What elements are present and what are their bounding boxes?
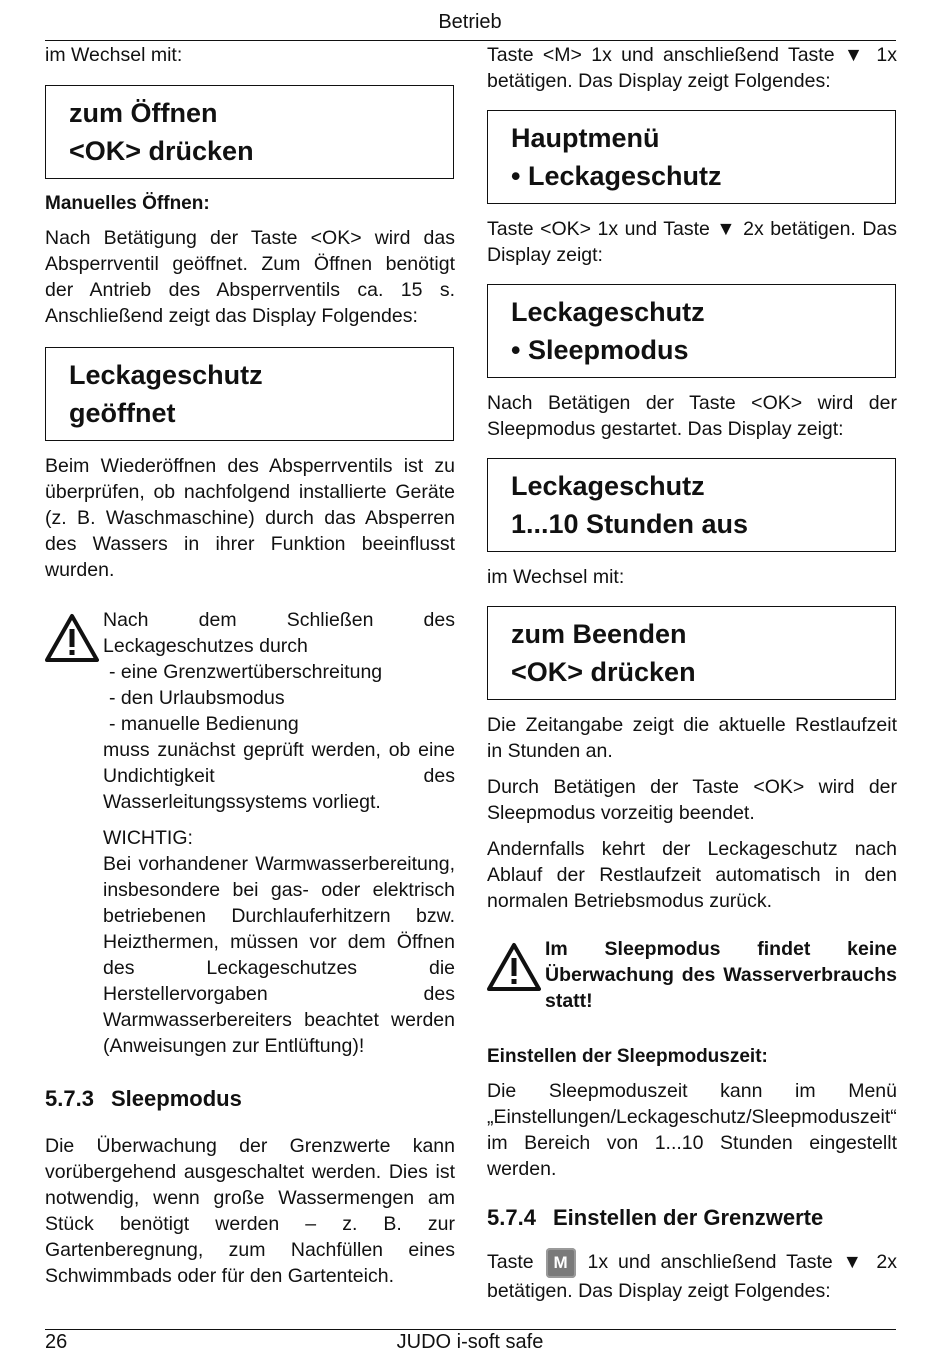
warning-list [103,659,455,737]
page-header: Betrieb [438,11,502,33]
footer-product: JUDO i-soft safe [396,1331,544,1353]
display-line: Leckageschutz [511,471,705,501]
section-title: Einstellen der Grenzwerte [553,1205,824,1230]
display-box [487,458,896,552]
section-title: Sleepmodus [111,1086,242,1111]
paragraph: Die Überwachung der Grenzwerte kann vorübergehend ausgeschaltet werden. Dies ist notwendig, wenn große Wassermengen am Stück benötigt werden – z. B. zur Gartenberegnung, zum Nachfüllen eines Schwimmbads oder für den Gartenteich. [45,1135,455,1287]
text-fragment: 1x und anschließend Taste ▼ 2x betätigen. Das Display zeigt Folgendes: [487,1251,898,1302]
display-line: zum Öffnen [69,98,218,128]
subheading: Manuelles Öffnen: [45,193,210,214]
list-item: - den Urlaubsmodus [109,687,285,709]
display-line: Leckageschutz [69,360,263,390]
section-number: 5.7.4 [487,1205,536,1230]
right-column [487,42,897,1304]
display-line: Leckageschutz [511,297,705,327]
display-line: <OK> drücken [69,136,254,166]
paragraph: Durch Betätigen der Taste <OK> wird der Sleepmodus vorzeitig beendet. [487,776,897,824]
display-line: 1...10 Stunden aus [511,509,749,539]
paragraph: Die Sleepmoduszeit kann im Menü „Einstellungen/Leckageschutz/Sleepmoduszeit“ im Bereich von 1...10 Stunden eingestellt werden. [487,1080,897,1180]
display-box [487,110,896,204]
paragraph: Nach Betätigen der Taste <OK> wird der Sleepmodus gestartet. Das Display zeigt: [487,392,897,440]
display-line: zum Beenden [511,619,687,649]
list-item: - manuelle Bedienung [109,713,299,735]
paragraph: Taste <M> 1x und anschließend Taste ▼ 1x betätigen. Das Display zeigt Folgendes: [487,44,897,92]
warning-text: Nach dem Schließen des Leckageschutzes durch [103,609,455,657]
display-line: <OK> drücken [511,657,696,687]
warning-block [487,936,897,1014]
header-rule [45,40,896,41]
section-heading [487,1204,897,1232]
display-line: • Sleepmodus [511,335,689,365]
subheading: Einstellen der Sleepmoduszeit: [487,1046,768,1067]
warning-icon [45,607,103,668]
m-key-icon: M [546,1248,576,1278]
warning-text: Im Sleepmodus findet keine Überwachung des Wasserverbrauchs statt! [545,938,897,1012]
display-box [487,606,896,700]
display-line: • Leckageschutz [511,161,722,191]
paragraph: Andernfalls kehrt der Leckageschutz nach Ablauf der Restlaufzeit automatisch in den normalen Betriebsmodus zurück. [487,838,897,912]
paragraph: im Wechsel mit: [487,566,625,588]
section-number: 5.7.3 [45,1086,94,1111]
paragraph: Die Zeitangabe zeigt die aktuelle Restlaufzeit in Stunden an. [487,714,897,762]
warning-icon [487,936,545,997]
text-fragment: Taste [487,1251,534,1274]
list-item: - eine Grenzwertüberschreitung [109,661,383,683]
display-line: geöffnet [69,398,176,428]
display-box [487,284,896,378]
left-column [45,42,455,1289]
warning-text: muss zunächst geprüft werden, ob eine Undichtigkeit des Wasserleitungssystems vorliegt. [103,739,455,813]
paragraph: Nach Betätigung der Taste <OK> wird das Absperrventil geöffnet. Zum Öffnen benötigt der Antrieb des Absperrventils ca. 15 s. Anschließend zeigt das Display Folgendes: [45,227,455,327]
paragraph [487,1248,897,1304]
paragraph: Taste <OK> 1x und Taste ▼ 2x betätigen. Das Display zeigt: [487,218,897,266]
display-box [45,347,454,441]
display-box [45,85,454,179]
display-line: Hauptmenü [511,123,660,153]
paragraph: im Wechsel mit: [45,44,183,66]
section-heading [45,1085,455,1113]
paragraph: Beim Wiederöffnen des Absperrventils ist zu überprüfen, ob nachfolgend installierte Geräte (z. B. Waschmaschine) durch das Absperren des Wassers in ihrer Funktion beeinflusst wurden. [45,455,455,581]
page-number: 26 [45,1331,68,1353]
warning-block [45,607,455,1059]
important-label: WICHTIG: [103,827,193,849]
important-text: Bei vorhandener Warmwasserbereitung, insbesondere bei gas- oder elektrisch betriebenen Durchlauferhitzern bzw. Heizthermen, müssen vor dem Öffnen des Leckageschutzes die Herstellervorgaben des Warmwasserbereiters beachtet werden (Anweisungen zur Entlüftung)! [103,853,455,1057]
